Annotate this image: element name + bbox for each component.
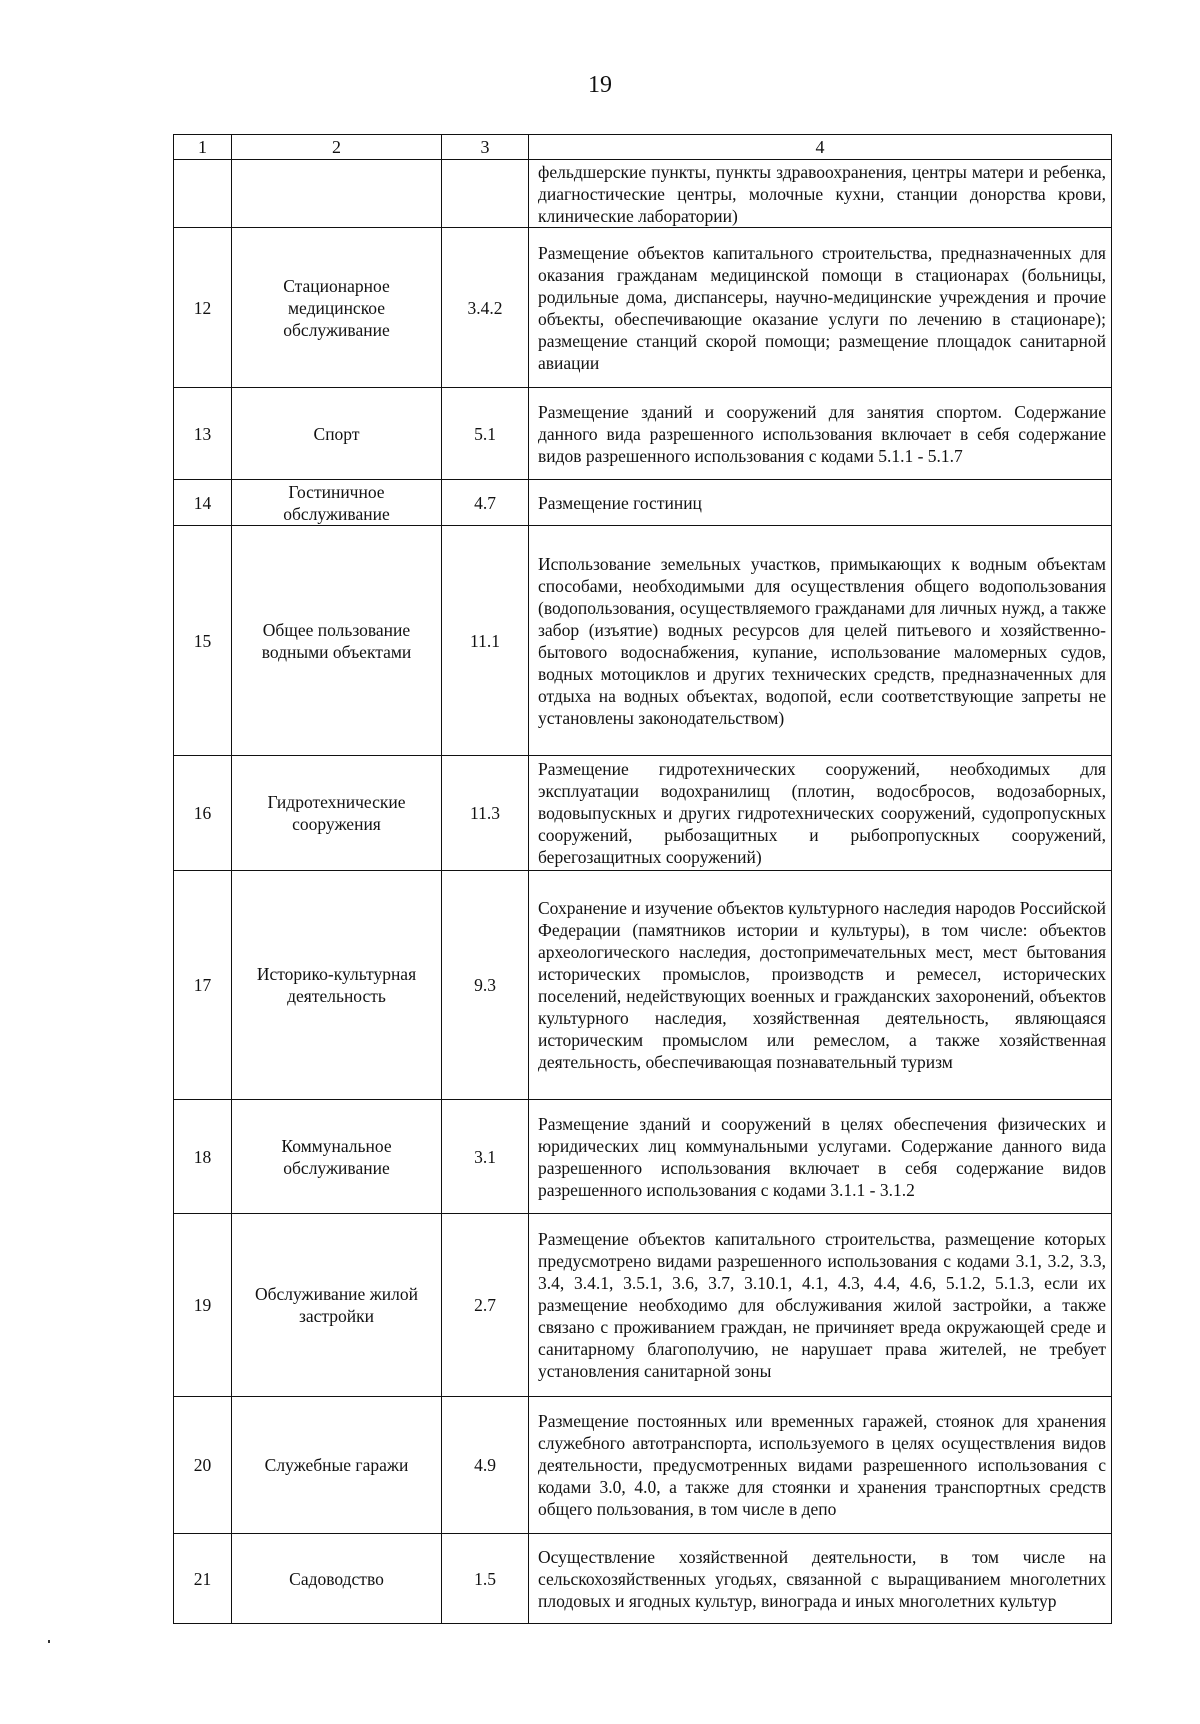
table-row [174,1214,1112,1397]
use-name: Историко-культурная деятельность [232,871,442,1100]
use-name: Служебные гаражи [232,1397,442,1534]
use-name: Коммунальное обслуживание [232,1100,442,1214]
row-number: 15 [174,526,232,756]
use-description: Размещение зданий и сооружений для занятия спортом. Содержание данного вида разрешенного использования включает в себя содержание видов разрешенного использования с кодами 5.1.1 - 5.1.7 [529,388,1112,480]
use-code: 5.1 [442,388,529,480]
use-name: Гидротехнические сооружения [232,756,442,871]
table-row [174,228,1112,388]
use-name [232,160,442,228]
table-row [174,756,1112,871]
use-description: Осуществление хозяйственной деятельности, в том числе на сельскохозяйственных угодьях, связанной с выращиванием многолетних плодовых и ягодных культур, винограда и иных многолетних культур [529,1534,1112,1624]
table-row [174,1397,1112,1534]
use-code: 11.1 [442,526,529,756]
use-description: Размещение гидротехнических сооружений, необходимых для эксплуатации водохранилищ (плотин, водосбросов, водозаборных, водовыпускных и других гидротехнических сооружений, судопропускных сооружений, рыбозащитных и рыбопропускных сооружений, берегозащитных сооружений) [529,756,1112,871]
use-description: Размещение гостиниц [529,480,1112,526]
table-row [174,526,1112,756]
use-description: Использование земельных участков, примыкающих к водным объектам способами, необходимыми для осуществления общего водопользования (водопользования, осуществляемого гражданами для личных нужд, а также забор (изъятие) водных ресурсов для целей питьевого и хозяйственно-бытового водоснабжения, купание, использование маломерных судов, водных мотоциклов и других технических средств, предназначенных для отдыха на водных объектах, водопой, если соответствующие запреты не установлены законодательством) [529,526,1112,756]
use-code: 1.5 [442,1534,529,1624]
row-number: 13 [174,388,232,480]
use-code [442,160,529,228]
use-description: Сохранение и изучение объектов культурного наследия народов Российской Федерации (памятников истории и культуры), в том числе: объектов археологического наследия, достопримечательных мест, мест бытования исторических промыслов, производств и ремесел, исторических поселений, недействующих военных и гражданских захоронений, объектов культурного наследия, хозяйственная деятельность, являющаяся историческим промыслом или ремеслом, а также хозяйственная деятельность, обеспечивающая познавательный туризм [529,871,1112,1100]
header-col-1: 1 [174,135,232,160]
header-col-4: 4 [529,135,1112,160]
use-code: 11.3 [442,756,529,871]
use-code: 4.9 [442,1397,529,1534]
table-header-row [174,135,1112,160]
header-col-3: 3 [442,135,529,160]
row-number: 12 [174,228,232,388]
use-name: Обслуживание жилой застройки [232,1214,442,1397]
use-code: 2.7 [442,1214,529,1397]
use-code: 4.7 [442,480,529,526]
table-row [174,1534,1112,1624]
use-name: Спорт [232,388,442,480]
table-row [174,160,1112,228]
use-description: Размещение постоянных или временных гаражей, стоянок для хранения служебного автотранспорта, используемого в целях осуществления видов деятельности, предусмотренных видами разрешенного использования с кодами 3.0, 4.0, а также для стоянки и хранения транспортных средств общего пользования, в том числе в депо [529,1397,1112,1534]
use-name: Садоводство [232,1534,442,1624]
use-name: Гостиничное обслуживание [232,480,442,526]
use-name: Стационарное медицинское обслуживание [232,228,442,388]
table-row [174,871,1112,1100]
table-row [174,480,1112,526]
table-row [174,1100,1112,1214]
row-number: 19 [174,1214,232,1397]
row-number: 17 [174,871,232,1100]
land-use-table [173,134,1112,1624]
scan-speck [48,1640,50,1643]
use-description: фельдшерские пункты, пункты здравоохранения, центры матери и ребенка, диагностические центры, молочные кухни, станции донорства крови, клинические лаборатории) [529,160,1112,228]
use-description: Размещение объектов капитального строительства, предназначенных для оказания гражданам медицинской помощи в стационарах (больницы, родильные дома, диспансеры, научно-медицинские учреждения и прочие объекты, обеспечивающие оказание услуги по лечению в стационаре); размещение станций скорой помощи; размещение площадок санитарной авиации [529,228,1112,388]
row-number: 21 [174,1534,232,1624]
use-code: 3.4.2 [442,228,529,388]
row-number: 16 [174,756,232,871]
use-code: 9.3 [442,871,529,1100]
use-description: Размещение зданий и сооружений в целях обеспечения физических и юридических лиц коммунальными услугами. Содержание данного вида разрешенного использования включает в себя содержание видов разрешенного использования с кодами 3.1.1 - 3.1.2 [529,1100,1112,1214]
row-number: 14 [174,480,232,526]
page-number: 19 [588,72,612,98]
row-number: 18 [174,1100,232,1214]
table-row [174,388,1112,480]
use-description: Размещение объектов капитального строительства, размещение которых предусмотрено видами разрешенного использования с кодами 3.1, 3.2, 3.3, 3.4, 3.4.1, 3.5.1, 3.6, 3.7, 3.10.1, 4.1, 4.3, 4.4, 4.6, 5.1.2, 5.1.3, если их размещение необходимо для обслуживания жилой застройки, а также связано с проживанием граждан, не причиняет вреда окружающей среде и санитарному благополучию, не нарушает права жителей, не требует установления санитарной зоны [529,1214,1112,1397]
row-number: 20 [174,1397,232,1534]
row-number [174,160,232,228]
use-code: 3.1 [442,1100,529,1214]
use-name: Общее пользование водными объектами [232,526,442,756]
header-col-2: 2 [232,135,442,160]
